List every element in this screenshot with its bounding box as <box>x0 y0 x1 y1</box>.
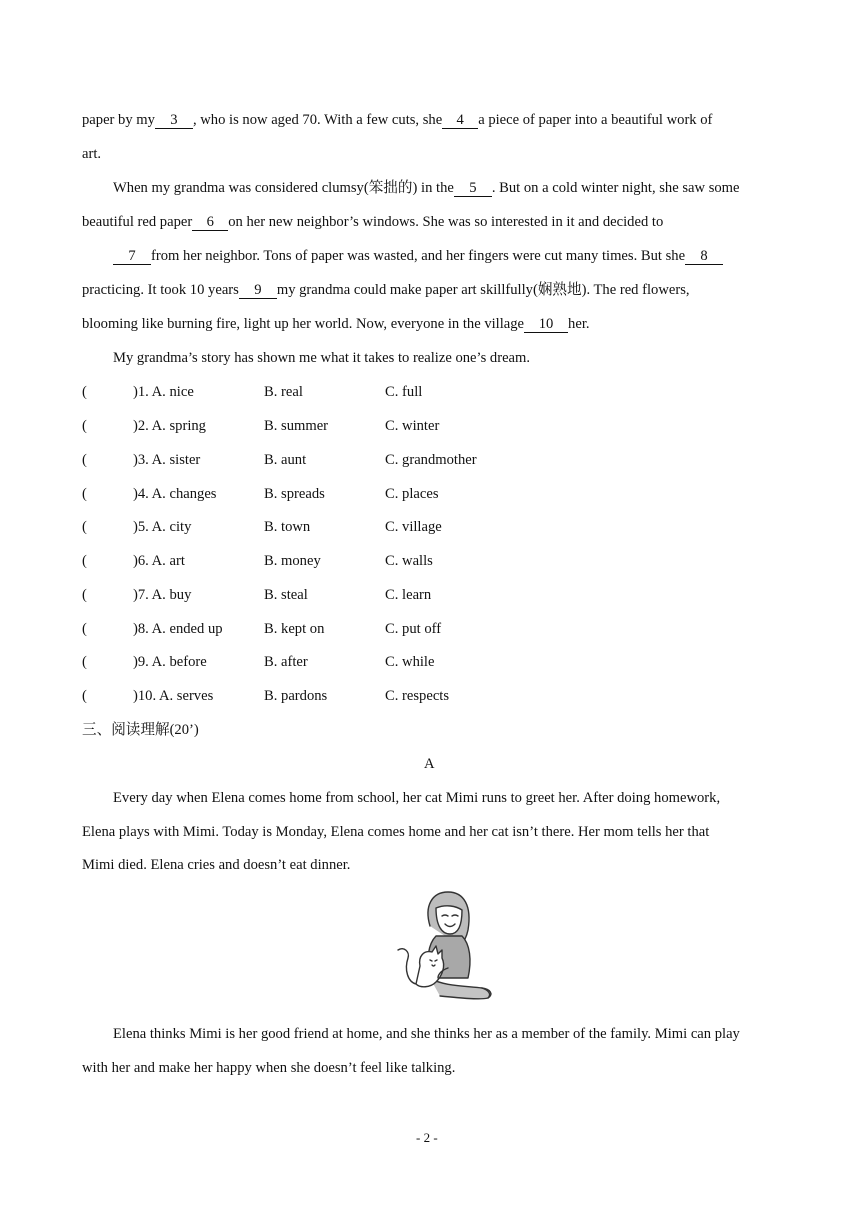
answer-paren: ( <box>82 418 87 434</box>
option-a: )8. A. ended up <box>133 621 223 637</box>
reading-paragraph-2-line-2: with her and make her happy when she doesn’t feel like talking. <box>82 1060 456 1076</box>
option-a: )6. A. art <box>133 553 185 569</box>
option-a: )1. A. nice <box>133 384 194 400</box>
blank-9: 9 <box>239 283 277 299</box>
option-b: B. aunt <box>264 452 307 468</box>
answer-paren: ( <box>82 452 87 468</box>
blank-5: 5 <box>454 181 492 197</box>
blank-7: 7 <box>113 249 151 265</box>
option-a: )3. A. sister <box>133 452 201 468</box>
page-number: - 2 - <box>416 1130 438 1145</box>
answer-paren: ( <box>82 553 87 569</box>
reading-paragraph-2-line-1: Elena thinks Mimi is her good friend at home, and she thinks her as a member of the family. Mimi can play <box>113 1026 740 1042</box>
answer-paren: ( <box>82 519 87 535</box>
passage-line-1: paper by my 3 , who is now aged 70. With a few cuts, she 4 a piece of paper into a beautiful work of <box>82 112 713 128</box>
section-heading: 三、阅读理解(20’) <box>82 722 199 738</box>
option-b: B. summer <box>264 418 329 434</box>
answer-paren: ( <box>82 587 87 603</box>
option-c: C. places <box>385 486 439 502</box>
option-a: )7. A. buy <box>133 587 192 603</box>
blank-8: 8 <box>685 249 723 265</box>
passage-line-8: My grandma’s story has shown me what it takes to realize one’s dream. <box>113 350 531 366</box>
passage-line-3: When my grandma was considered clumsy(笨拙的) in the 5 . But on a cold winter night, she saw some <box>113 180 740 196</box>
blank-4: 4 <box>442 113 478 129</box>
passage-line-4: beautiful red paper 6 on her new neighbor’s windows. She was so interested in it and decided to <box>82 214 664 230</box>
option-b: B. kept on <box>264 621 325 637</box>
answer-paren: ( <box>82 621 87 637</box>
passage-label: A <box>424 756 435 772</box>
reading-paragraph-1-line-3: Mimi died. Elena cries and doesn’t eat dinner. <box>82 857 351 873</box>
passage-line-7: blooming like burning fire, light up her world. Now, everyone in the village 10 her. <box>82 316 590 332</box>
passage-line-2: art. <box>82 146 102 162</box>
option-b: B. steal <box>264 587 308 603</box>
option-b: B. spreads <box>264 486 325 502</box>
option-b: B. real <box>264 384 303 400</box>
option-a: )9. A. before <box>133 654 207 670</box>
option-c: C. put off <box>385 621 442 637</box>
option-b: B. money <box>264 553 321 569</box>
option-c: C. full <box>385 384 423 400</box>
option-c: C. learn <box>385 587 432 603</box>
option-a: )5. A. city <box>133 519 192 535</box>
option-b: B. town <box>264 519 311 535</box>
option-c: C. winter <box>385 418 440 434</box>
answer-paren: ( <box>82 654 87 670</box>
option-c: C. while <box>385 654 435 670</box>
girl-with-cat-illustration <box>390 886 500 1006</box>
answer-paren: ( <box>82 688 87 704</box>
blank-6: 6 <box>192 215 228 231</box>
answer-paren: ( <box>82 486 87 502</box>
passage-line-6: practicing. It took 10 years 9 my grandma could make paper art skillfully(娴熟地). The red flowers, <box>82 282 690 298</box>
passage-line-5: 7 from her neighbor. Tons of paper was wasted, and her fingers were cut many times. But she 8 <box>113 247 723 265</box>
option-a: )10. A. serves <box>133 688 214 704</box>
reading-paragraph-1-line-1: Every day when Elena comes home from school, her cat Mimi runs to greet her. After doing homework, <box>113 790 721 806</box>
reading-paragraph-1-line-2: Elena plays with Mimi. Today is Monday, Elena comes home and her cat isn’t there. Her mom tells her that <box>82 824 710 840</box>
option-b: B. pardons <box>264 688 328 704</box>
option-c: C. village <box>385 519 442 535</box>
option-a: )4. A. changes <box>133 486 217 502</box>
answer-paren: ( <box>82 384 87 400</box>
option-c: C. walls <box>385 553 433 569</box>
option-c: C. respects <box>385 688 450 704</box>
blank-3: 3 <box>155 113 193 129</box>
blank-10: 10 <box>524 317 568 333</box>
option-c: C. grandmother <box>385 452 477 468</box>
option-b: B. after <box>264 654 308 670</box>
option-a: )2. A. spring <box>133 418 206 434</box>
